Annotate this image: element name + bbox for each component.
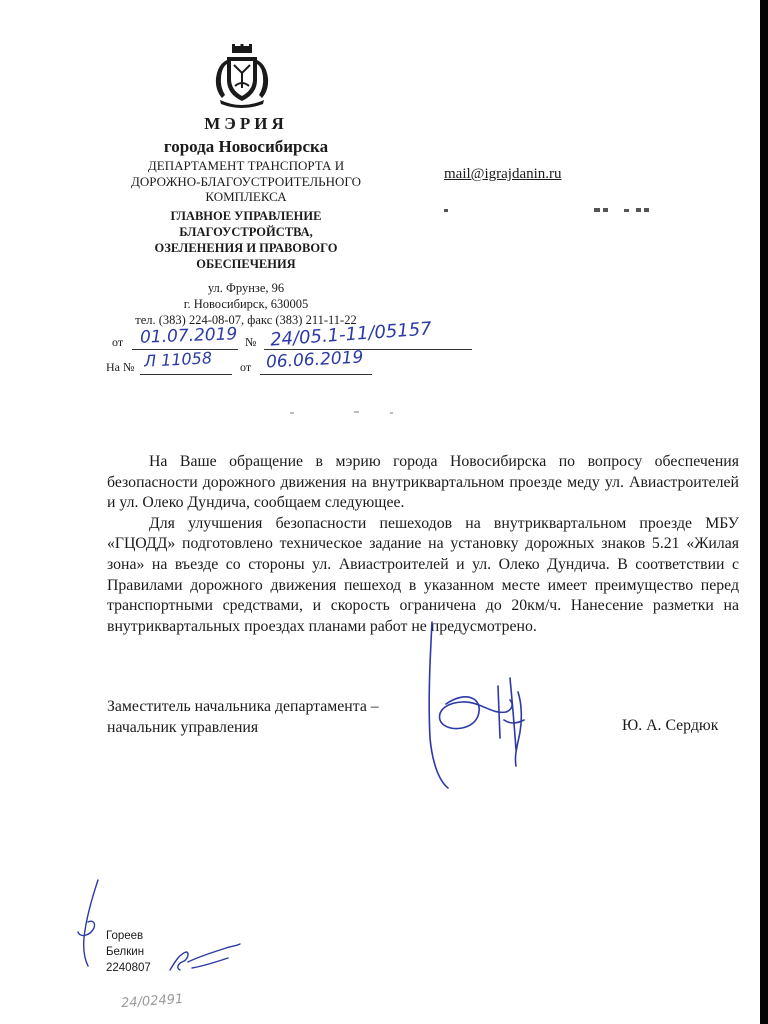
reference-label: На №	[106, 360, 135, 374]
handwritten-signature	[418, 620, 538, 790]
number-label: №	[245, 335, 257, 349]
reference-date: 06.06.2019	[265, 347, 364, 373]
initials-mark	[166, 940, 242, 974]
recipient-email: mail@igrajdanin.ru	[444, 166, 562, 182]
city-title: города Новосибирска	[163, 137, 329, 156]
ref-date-underline	[260, 374, 372, 375]
initials-mark	[72, 878, 112, 968]
directorate-name: ГЛАВНОЕ УПРАВЛЕНИЕ БЛАГОУСТРОЙСТВА, ОЗЕЛЕНЕНИЯ И ПРАВОВОГО ОБЕСПЕЧЕНИЯ	[154, 209, 338, 271]
ref-number-underline	[140, 374, 232, 375]
outgoing-number: 24/05.1-11/05157	[269, 318, 433, 351]
ref-from-label: от	[240, 360, 252, 374]
outgoing-date: 01.07.2019	[139, 324, 238, 348]
coat-of-arms-emblem	[210, 44, 274, 108]
body-paragraph: Для улучшения безопасности пешеходов на внутриквартальном проезде МБУ «ГЦОДД» подготовлено техническое задание на установку дорожных знаков 5.21 «Жилая зона» на въезде со стороны ул. Авиастроителей и ул. Олеко Дундича. В соответствии с Правилами дорожного движения пешеход в указанном месте имеет преимущество перед транспортными средствами, и скорость ограничена до 20км/ч. Нанесение разметки на внутриквартальных проездах планами работ не предусмотрено.	[107, 514, 739, 635]
office-address: ул. Фрунзе, 96 г. Новосибирск, 630005 тел. (383) 224-08-07, факс (383) 211-11-22	[135, 281, 357, 327]
signatory-name: Ю. А. Сердюк	[622, 717, 719, 734]
letter-body	[107, 452, 739, 637]
scan-edge	[760, 0, 768, 1024]
office-title: МЭРИЯ	[204, 114, 288, 133]
body-paragraph: На Ваше обращение в мэрию города Новосибирска по вопросу обеспечения безопасности дорожного движения на внутриквартальном проезде меду ул. Авиастроителей и ул. Олеко Дундича, сообщаем следующее.	[107, 453, 739, 512]
from-label: от	[112, 335, 124, 349]
reference-number: Л 11058	[143, 348, 213, 371]
number-underline	[264, 349, 472, 350]
registration-stamp-number: 24/02491	[120, 991, 184, 1012]
department-name: ДЕПАРТАМЕНТ ТРАНСПОРТА И ДОРОЖНО-БЛАГОУСТРОИТЕЛЬНОГО КОМПЛЕКСА	[131, 158, 361, 204]
signatory-position: Заместитель начальника департамента – начальник управления	[107, 698, 379, 736]
executors-block: Гореев Белкин 2240807	[106, 930, 151, 974]
cropped-address-line	[444, 208, 656, 213]
faint-scan-marks	[290, 410, 410, 416]
